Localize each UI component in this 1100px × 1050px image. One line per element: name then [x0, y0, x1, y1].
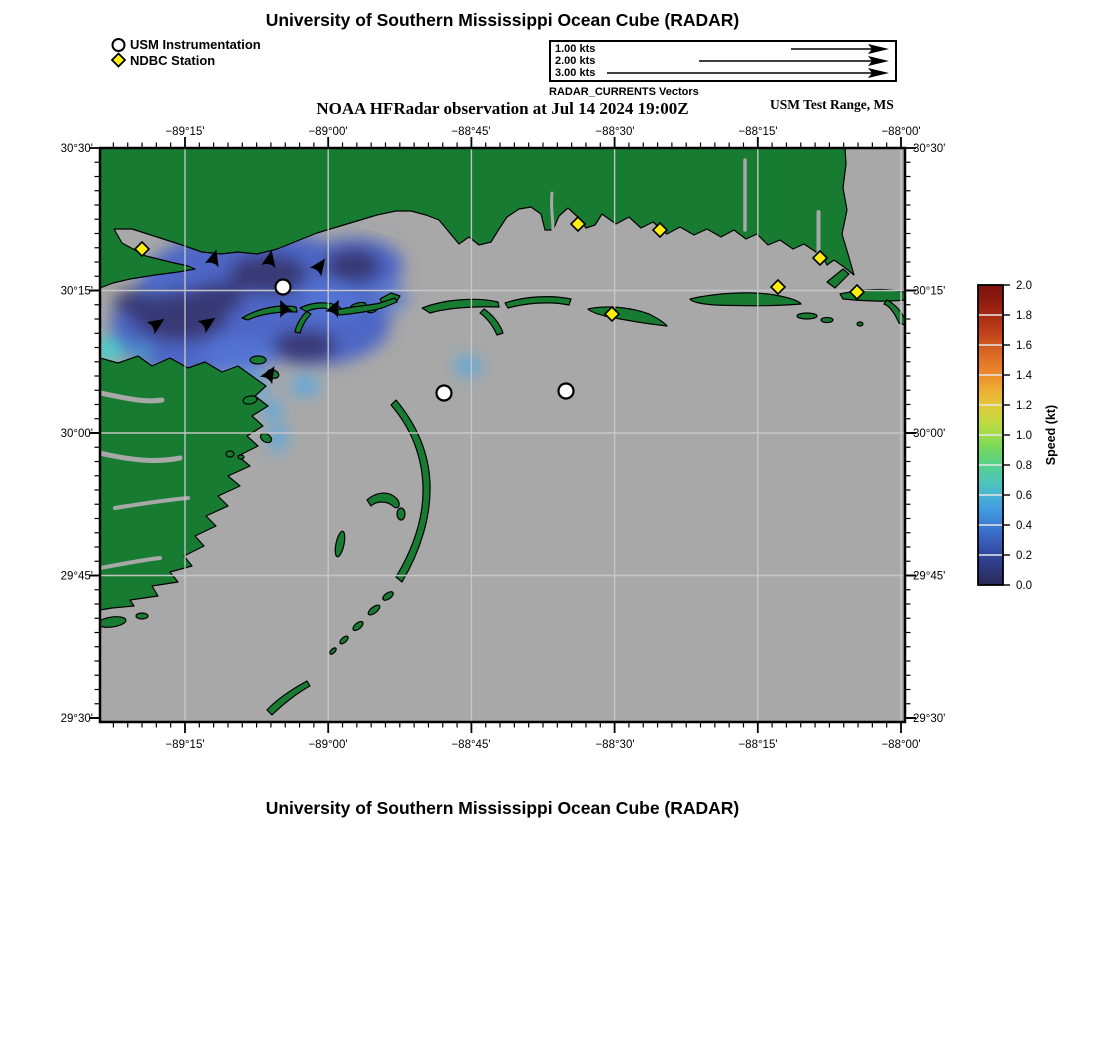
colorbar-tick-label: 1.2	[1016, 400, 1032, 412]
lat-label-left: 29°45'	[60, 570, 93, 583]
vector-scale-label-2: 2.00 kts	[555, 55, 596, 67]
colorbar-tick-label: 0.8	[1016, 460, 1032, 472]
vector-scale-box	[549, 40, 897, 82]
lat-label-left: 30°30'	[60, 143, 93, 155]
lat-label-right: 29°30'	[913, 713, 946, 725]
colorbar-tick-label: 0.6	[1016, 490, 1032, 502]
lon-label-top: −89°15'	[165, 126, 205, 138]
lon-label-bottom: −89°15'	[165, 739, 205, 751]
vector-scale-label-3: 3.00 kts	[555, 67, 596, 79]
lon-label-top: −88°45'	[451, 126, 491, 138]
usm-circle-icon	[110, 36, 127, 52]
map-plot	[0, 120, 1100, 780]
page-title: University of Southern Mississippi Ocean Cube (RADAR)	[265, 10, 740, 30]
lon-label-bottom: −88°45'	[451, 739, 491, 751]
lon-label-bottom: −88°15'	[738, 739, 778, 751]
lat-label-right: 30°00'	[913, 428, 946, 440]
usm-instrument-marker	[276, 280, 291, 295]
colorbar-tick-label: 1.8	[1016, 310, 1032, 322]
observation-subtitle: NOAA HFRadar observation at Jul 14 2024 19:00Z	[316, 99, 689, 118]
usm-instrument-marker	[437, 386, 452, 401]
test-range-label: USM Test Range, MS	[770, 97, 894, 112]
lat-label-right: 30°30'	[913, 143, 946, 155]
lat-label-right: 30°15'	[913, 285, 946, 298]
lat-label-left: 30°15'	[60, 285, 93, 298]
legend-ndbc-label: NDBC Station	[130, 52, 216, 68]
vector-scale-label-1: 1.00 kts	[555, 43, 596, 55]
colorbar-tick-label: 0.4	[1016, 520, 1032, 532]
legend-row-usm	[110, 36, 261, 52]
colorbar-tick-label: 1.0	[1016, 430, 1032, 442]
legend-row-ndbc	[110, 52, 261, 68]
colorbar-tick-label: 1.4	[1016, 370, 1032, 382]
vector-scale-lines	[607, 49, 873, 73]
colorbar-outer-ticks	[1003, 285, 1010, 585]
usm-instrument-marker	[559, 384, 574, 399]
lat-label-left: 30°00'	[60, 428, 93, 440]
lat-label-left: 29°30'	[60, 713, 93, 725]
lat-label-right: 29°45'	[913, 570, 946, 583]
lon-label-bottom: −89°00'	[308, 739, 348, 751]
vector-scale-caption: RADAR_CURRENTS Vectors	[549, 86, 699, 98]
colorbar-tick-labels	[1016, 280, 1033, 592]
colorbar-tick-label: 2.0	[1016, 280, 1032, 292]
colorbar-axis-label: Speed (kt)	[1044, 404, 1058, 466]
lon-label-bottom: −88°30'	[595, 739, 635, 751]
legend-usm-label: USM Instrumentation	[130, 36, 261, 52]
lon-label-top: −88°15'	[738, 126, 778, 138]
lon-label-top: −88°30'	[595, 126, 635, 138]
colorbar-tick-label: 1.6	[1016, 340, 1032, 352]
lon-label-bottom: −88°00'	[881, 739, 921, 751]
colorbar-tick-label: 0.2	[1016, 550, 1032, 562]
ndbc-diamond-icon	[110, 52, 127, 68]
lon-label-top: −89°00'	[308, 126, 348, 138]
colorbar-tick-label: 0.0	[1016, 580, 1032, 592]
lon-label-top: −88°00'	[881, 126, 921, 138]
bottom-caption: University of Southern Mississippi Ocean Cube (RADAR)	[265, 798, 740, 818]
colorbar	[978, 280, 1058, 592]
vector-scale-arrows	[551, 42, 895, 80]
marker-legend	[110, 36, 261, 68]
